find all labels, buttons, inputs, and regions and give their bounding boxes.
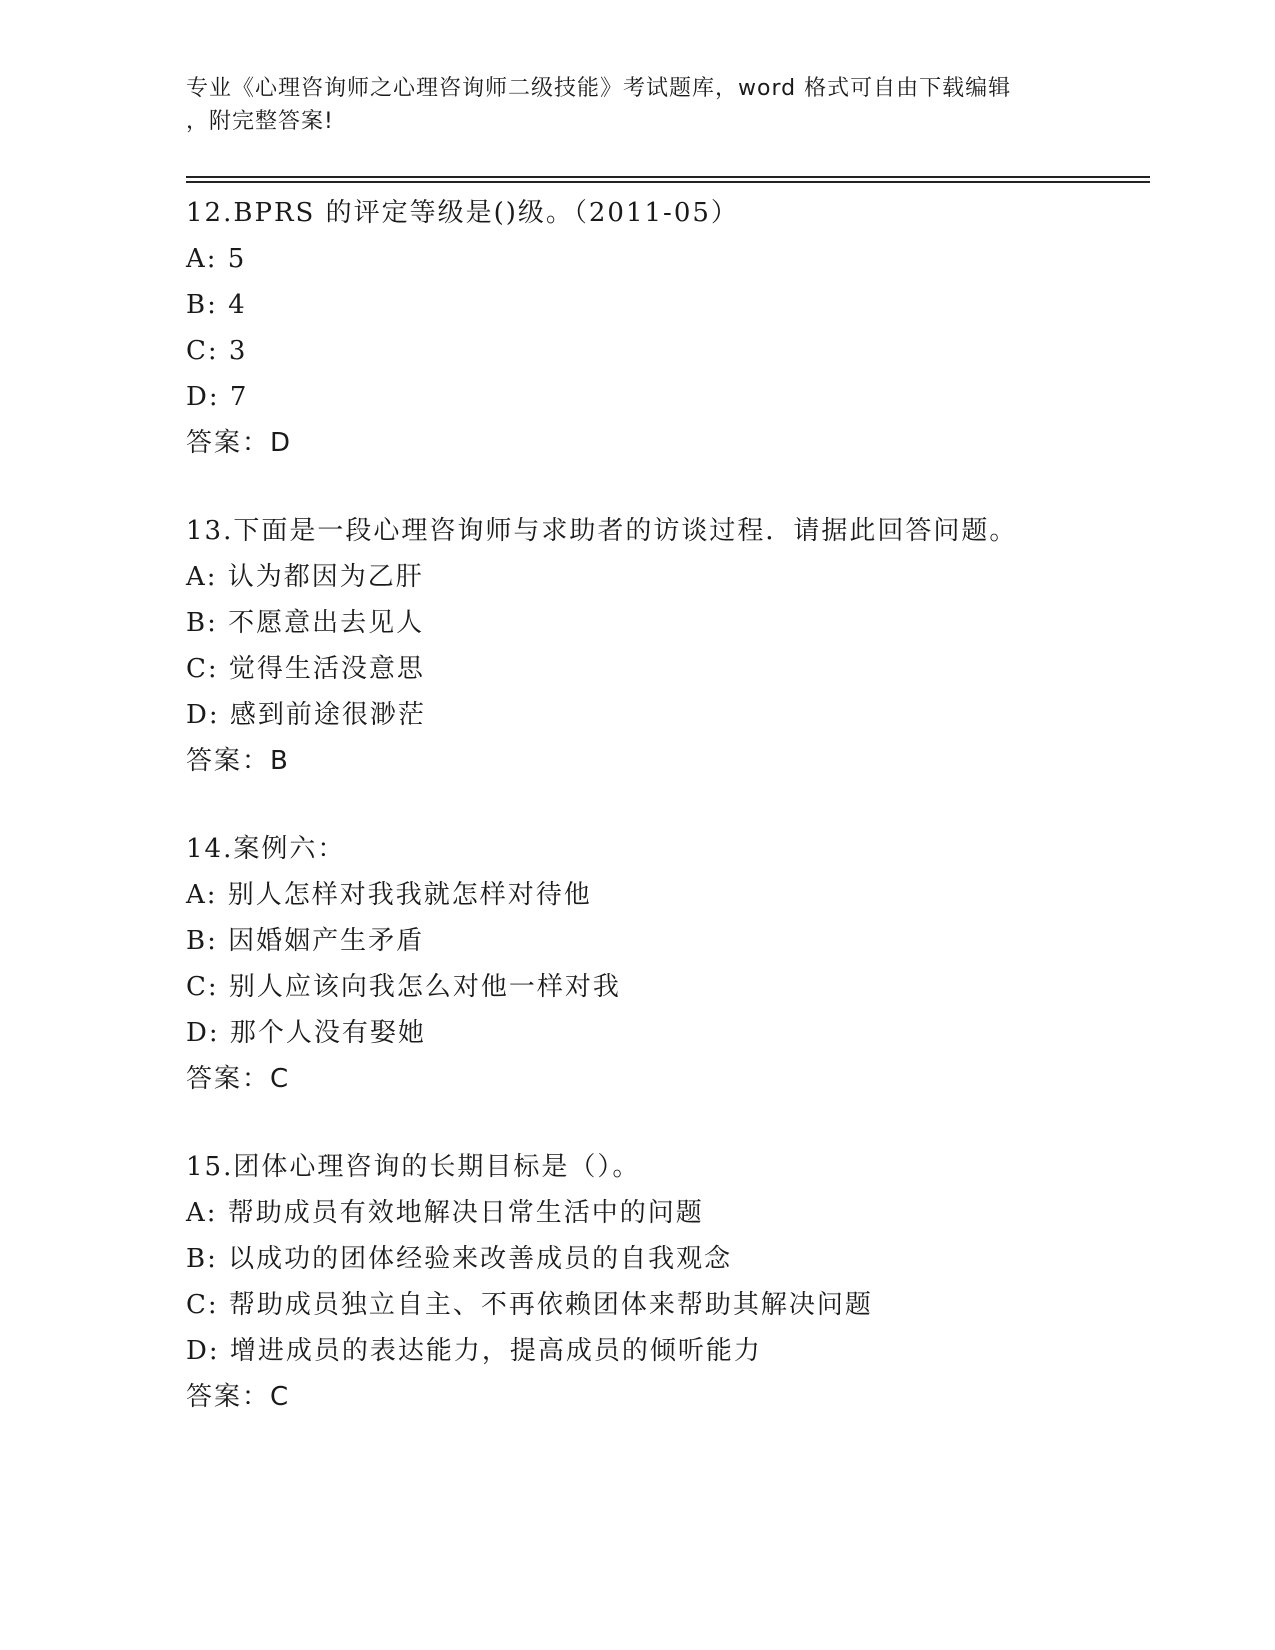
option-a: A: 别人怎样对我我就怎样对待他 bbox=[186, 880, 592, 910]
question-14 bbox=[186, 826, 1146, 1102]
question-stem: 15.团体心理咨询的长期目标是（）。 bbox=[186, 1152, 641, 1182]
option-d: D: 那个人没有娶她 bbox=[186, 1018, 426, 1048]
header-divider-bottom bbox=[186, 181, 1150, 183]
question-stem: 13.下面是一段心理咨询师与求助者的访谈过程．请据此回答问题。 bbox=[186, 516, 1018, 546]
answer-line: 答案：B bbox=[186, 746, 290, 776]
answer-line: 答案：C bbox=[186, 1064, 291, 1094]
question-12 bbox=[186, 190, 1146, 466]
option-b: B: 以成功的团体经验来改善成员的自我观念 bbox=[186, 1244, 733, 1274]
option-c: C: 觉得生活没意思 bbox=[186, 654, 425, 684]
option-a: A: 认为都因为乙肝 bbox=[186, 562, 424, 592]
option-c: C: 3 bbox=[186, 336, 248, 366]
question-15 bbox=[186, 1144, 1146, 1420]
option-d: D: 增进成员的表达能力，提高成员的倾听能力 bbox=[186, 1336, 762, 1366]
question-stem: 12.BPRS 的评定等级是()级。（2011-05） bbox=[186, 198, 739, 228]
option-b: B: 因婚姻产生矛盾 bbox=[186, 926, 425, 956]
option-d: D: 感到前途很渺茫 bbox=[186, 700, 426, 730]
document-header bbox=[186, 72, 1086, 138]
option-a: A: 帮助成员有效地解决日常生活中的问题 bbox=[186, 1198, 704, 1228]
option-c: C: 别人应该向我怎么对他一样对我 bbox=[186, 972, 621, 1002]
answer-line: 答案：C bbox=[186, 1382, 291, 1412]
question-stem: 14.案例六： bbox=[186, 834, 346, 864]
option-b: B: 不愿意出去见人 bbox=[186, 608, 425, 638]
option-d: D: 7 bbox=[186, 382, 249, 412]
header-line-1: 专业《心理咨询师之心理咨询师二级技能》考试题库，word 格式可自由下载编辑 bbox=[186, 76, 1012, 101]
question-list bbox=[186, 190, 1146, 1462]
header-line-2: ，附完整答案! bbox=[186, 109, 334, 134]
option-c: C: 帮助成员独立自主、不再依赖团体来帮助其解决问题 bbox=[186, 1290, 873, 1320]
option-a: A: 5 bbox=[186, 244, 247, 274]
option-b: B: 4 bbox=[186, 290, 247, 320]
answer-line: 答案：D bbox=[186, 428, 293, 458]
header-divider-top bbox=[186, 176, 1150, 178]
question-13 bbox=[186, 508, 1146, 784]
